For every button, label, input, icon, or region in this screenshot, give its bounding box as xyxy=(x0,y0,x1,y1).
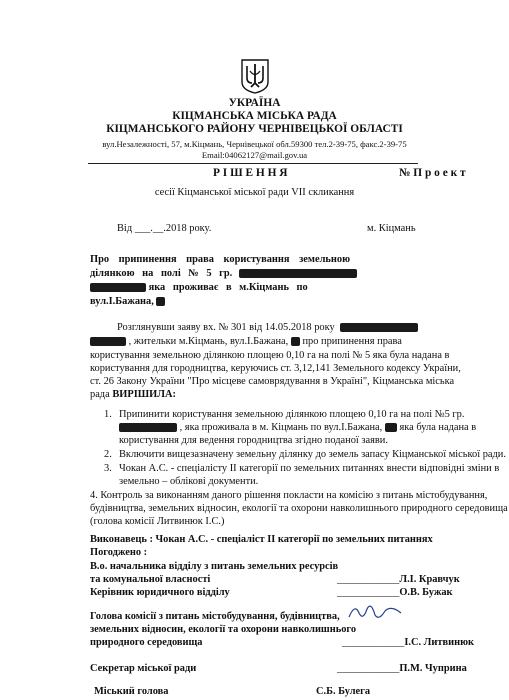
subject-line-3-text: яка проживає в м.Кіцмань по xyxy=(148,282,308,293)
item-1-line-1: Припинити користування земельною ділянкою площею 0,10 га на полі №5 гр. xyxy=(119,409,465,420)
intro-line-3: користування земельною ділянкою площею 0,10 га на полі № 5 яка була надана в xyxy=(90,350,450,361)
header-council: КІЦМАНСЬКА МІСЬКА РАДА xyxy=(172,110,337,122)
redacted-name xyxy=(90,337,126,346)
intro-line-1 xyxy=(117,322,418,333)
subject-line-2 xyxy=(90,268,357,279)
item-3-line-1: Чокан А.С. - спеціалісту ІІ категорії по земельних питаннях внести відповідні зміни в xyxy=(119,463,500,474)
legal-head-name: О.В. Бужак xyxy=(399,587,453,598)
subject-line-1: Про припинення права користування земельною xyxy=(90,254,351,265)
handwritten-signature xyxy=(345,599,405,625)
header-country: УКРАЇНА xyxy=(228,97,281,109)
decision-title: Р І Ш Е Н Н Я xyxy=(213,167,288,179)
subject-line-3 xyxy=(90,282,308,293)
signature-line: ____________ xyxy=(342,637,405,648)
secretary-name: П.М. Чуприна xyxy=(399,663,467,674)
project-label: № П р о е к т xyxy=(399,167,466,179)
secretary-signature xyxy=(337,663,467,674)
redacted-name xyxy=(90,283,146,292)
item-3-number: 3. xyxy=(104,463,112,474)
item-4-line-1: 4. Контроль за виконанням даного рішення покласти на комісію з питань містобудування, xyxy=(90,490,488,501)
item-2-text: Включити вищезазначену земельну ділянку до земель запасу Кіцманської міської ради. xyxy=(119,449,506,460)
intro-line-5: ст. 26 Закону України "Про місцеве самоврядування в Україні", Кіцманська міська xyxy=(90,376,455,387)
subject-line-4-text: вул.І.Бажана, xyxy=(90,296,154,307)
subject-line-4 xyxy=(90,296,165,307)
intro-line-2-tail: про припинення права xyxy=(302,336,402,347)
session-line: сесії Кіцманської міської ради VII скликання xyxy=(154,187,355,198)
signature-line: ____________ xyxy=(337,587,400,598)
intro-line-2 xyxy=(90,336,402,347)
intro-line-4: користування для городництва, керуючись ст. 3,12,141 Земельного кодексу України, xyxy=(90,363,461,374)
mayor-name: С.Б. Булега xyxy=(316,686,371,697)
agreed-label: Погоджено : xyxy=(90,547,148,558)
place-field: м. Кіцмань xyxy=(367,223,416,234)
subject-line-2-text: ділянкою на полі № 5 гр. xyxy=(90,268,233,279)
signature-line: ____________ xyxy=(337,663,400,674)
resolved-label: ВИРІШИЛА: xyxy=(112,389,176,400)
intro-line-1-text: Розглянувши заяву вх. № 301 від 14.05.2018 року xyxy=(117,322,335,333)
commission-signature xyxy=(342,637,474,648)
acting-head-line-1: В.о. начальника відділу з питань земельних ресурсів xyxy=(90,561,339,572)
acting-head-line-2: та комунальної власності xyxy=(90,574,211,585)
legal-head-signature xyxy=(337,587,453,598)
coat-of-arms-icon xyxy=(240,58,270,94)
commission-line-2: земельних відносин, екології та охорони навколишнього xyxy=(90,624,357,635)
mayor-label: Міський голова xyxy=(94,686,169,697)
intro-line-6-text: рада xyxy=(90,389,110,400)
legal-head-label: Керівник юридичного відділу xyxy=(90,587,230,598)
item-4-line-2: будівництва, земельних відносин, екології та охорони навколишнього природного середовища xyxy=(90,503,508,514)
item-4-line-3: (голова комісії Литвинюк І.С.) xyxy=(90,516,225,527)
header-email: Email:04062127@mail.gov.ua xyxy=(201,150,308,160)
intro-line-2-text: , жительки м.Кіцмань, вул.І.Бажана, xyxy=(128,336,289,347)
acting-head-name: Л.І. Кравчук xyxy=(399,574,460,585)
redacted-name xyxy=(340,323,418,332)
item-2-number: 2. xyxy=(104,449,112,460)
redacted-name xyxy=(119,423,177,432)
date-field: Від ___.__.2018 року. xyxy=(117,223,212,234)
intro-line-6 xyxy=(90,389,176,400)
header-district: КІЦМАНСЬКОГО РАЙОНУ ЧЕРНІВЕЦЬКОЇ ОБЛАСТІ xyxy=(106,123,403,135)
header-address: вул.Незалежності, 57, м.Кіцмань, Чернівецької обл.59300 тел.2-39-75, факс.2-39-75 xyxy=(102,139,407,149)
item-1-line-3: користування для ведення городництва згідно поданої заяви. xyxy=(119,435,388,446)
signature-line: ____________ xyxy=(337,574,400,585)
header-divider xyxy=(88,163,418,164)
secretary-label: Секретар міської ради xyxy=(90,663,197,674)
item-1-line-2-text: , яка проживала в м. Кіцмань по вул.І.Бажана, xyxy=(179,422,383,433)
item-1-line-2-tail: яка була надана в xyxy=(399,422,477,433)
commission-head-name: І.С. Литвинюк xyxy=(404,637,475,648)
item-1-line-2 xyxy=(119,422,476,433)
redacted-number xyxy=(156,297,165,306)
redacted-name xyxy=(239,269,357,278)
redacted-number xyxy=(291,337,300,346)
commission-line-1: Голова комісії з питань містобудування, будівництва, xyxy=(90,611,340,622)
acting-head-signature xyxy=(337,574,460,585)
item-3-line-2: земельно – облікові документи. xyxy=(119,476,259,487)
redacted-number xyxy=(385,423,397,432)
executor-line: Виконавець : Чокан А.С. - спеціаліст ІІ категорії по земельних питаннях xyxy=(90,534,433,545)
commission-line-3: природного середовища xyxy=(90,637,203,648)
item-1-number: 1. xyxy=(104,409,112,420)
